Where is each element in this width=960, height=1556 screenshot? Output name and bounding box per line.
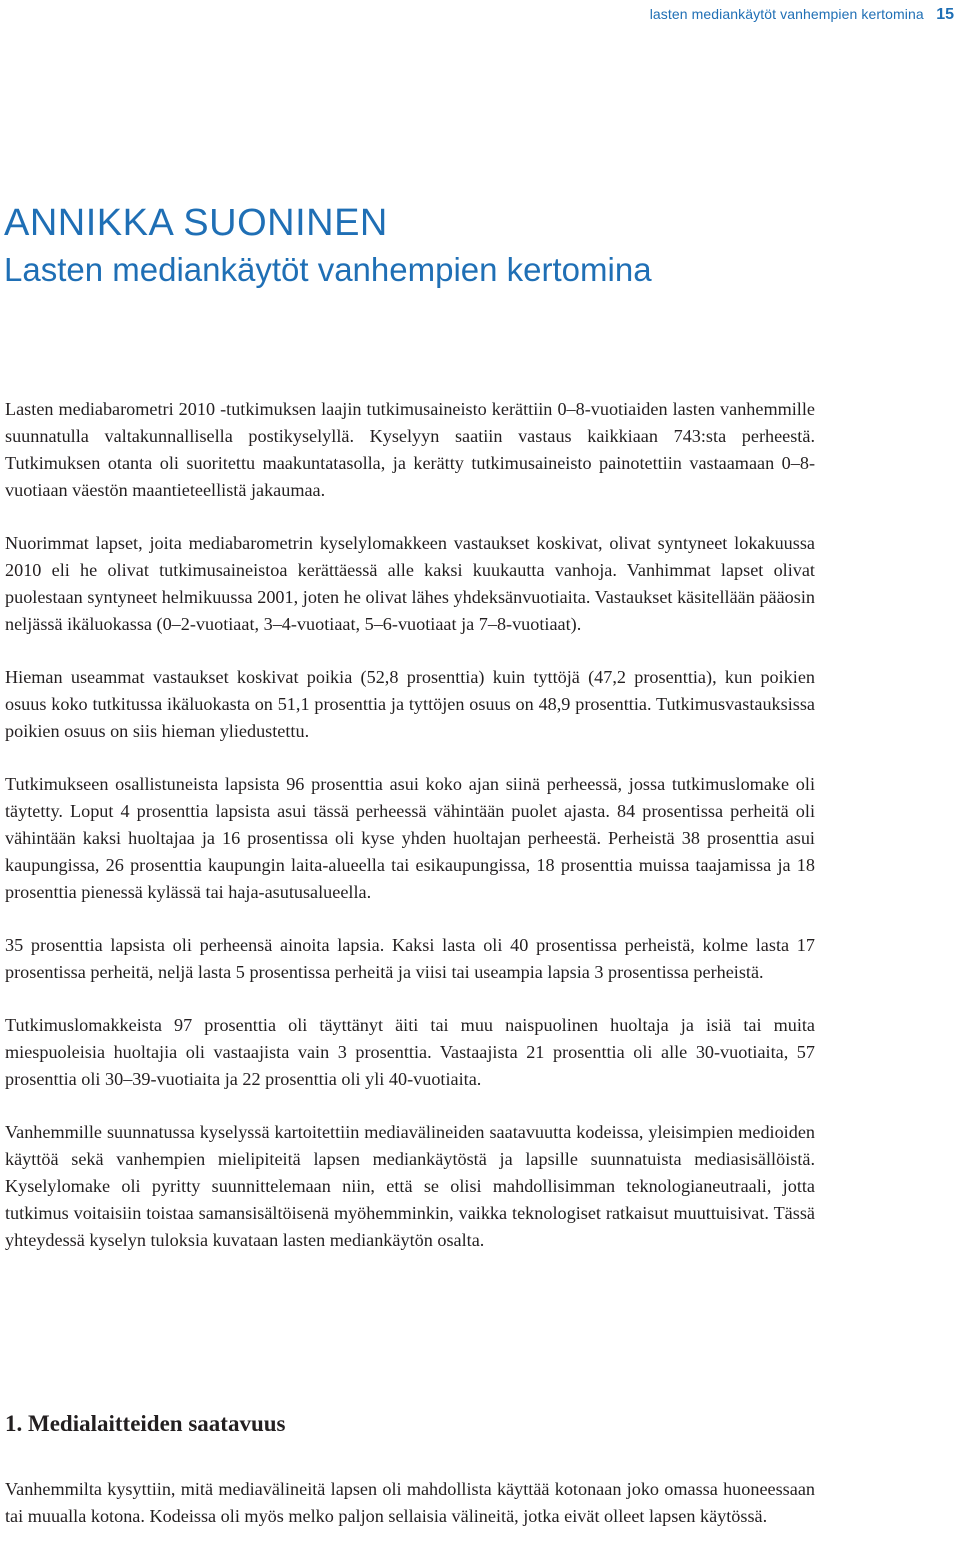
paragraph: 35 prosenttia lapsista oli perheensä ainoita lapsia. Kaksi lasta oli 40 prosentissa perheistä, kolme lasta 17 prosentissa perheitä, neljä lasta 5 prosentissa perheitä ja viisi tai useampia lapsia 3 prosentissa perheistä.: [5, 935, 815, 982]
paragraph: Tutkimuslomakkeista 97 prosenttia oli täyttänyt äiti tai muu naispuolinen huoltaja ja isiä tai muita miespuoleisia huoltajia oli vastaajista vain 3 prosenttia. Vastaajista 21 prosenttia oli alle 30-vuotiaita, 57 prosenttia oli 30–39-vuotiaita ja 22 prosenttia oli yli 40-vuotiaita.: [5, 1015, 815, 1089]
article-title: Lasten mediankäytöt vanhempien kertomina: [4, 251, 652, 288]
section-body: [5, 1476, 815, 1530]
paragraph: Vanhemmille suunnatussa kyselyssä kartoitettiin mediavälineiden saatavuutta kodeissa, yleisimpien medioiden käyttöä sekä vanhempien mielipiteitä lapsen mediankäytöstä ja lapsille suunnatuista mediasisällöistä. Kyselylomake oli pyritty suunnittelemaan niin, että se olisi mahdollisimman teknologianeutraali, jotta tutkimus voitaisiin toistaa samansisältöisenä myöhemminkin, vaikka teknologiset ratkaisut muuttuisivat. Tässä yhteydessä kyselyn tuloksia kuvataan lasten mediankäytön osalta.: [5, 1122, 815, 1250]
paragraph: Vanhemmilta kysyttiin, mitä mediavälineitä lapsen oli mahdollista käyttää kotonaan joko omassa huoneessaan tai muualla kotona. Kodeissa oli myös melko paljon sellaisia välineitä, jotka eivät olleet lapsen käytössä.: [5, 1479, 815, 1526]
paragraph: Tutkimukseen osallistuneista lapsista 96 prosenttia asui koko ajan siinä perheessä, jossa tutkimuslomake oli täytetty. Loput 4 prosenttia lapsista asui tässä perheessä vähintään puolet ajasta. 84 prosentissa perheitä oli vähintään kaksi huoltajaa ja 16 prosentissa oli kyse yhden huoltajan perheestä. Perheistä 38 prosenttia asui kaupungissa, 26 prosenttia kaupungin laita-alueella tai esikaupungissa, 18 prosenttia muissa taajamissa ja 18 prosenttia pienessä kylässä tai haja-asutusalueella.: [5, 774, 815, 902]
article-body: [5, 396, 815, 1280]
page-number: 15: [936, 6, 954, 23]
paragraph: Nuorimmat lapset, joita mediabarometrin kyselylomakkeen vastaukset koskivat, olivat syntyneet lokakuussa 2010 eli he olivat tutkimusaineistoa kerättäessä alle kaksi kuukautta vanhoja. Vanhimmat lapset olivat puolestaan syntyneet helmikuussa 2001, joten he olivat lähes yhdeksänvuotiaita. Vastaukset käsitellään pääosin neljässä ikäluokassa (0–2-vuotiaat, 3–4-vuotiaat, 5–6-vuotiaat ja 7–8-vuotiaat).: [5, 533, 815, 634]
article-author: ANNIKKA SUONINEN: [4, 202, 388, 244]
paragraph: Lasten mediabarometri 2010 -tutkimuksen laajin tutkimusaineisto kerättiin 0–8-vuotiaiden lasten vanhemmille suunnatulla valtakunnallisella postikyselyllä. Kyselyyn saatiin vastaus kaikkiaan 743:sta perheestä. Tutkimuksen otanta oli suoritettu maakuntatasolla, ja kerätty tutkimusaineisto painotettiin vastaamaan 0–8-vuotiaan väestön maantieteellistä jakaumaa.: [5, 399, 815, 500]
section-heading: 1. Medialaitteiden saatavuus: [5, 1411, 286, 1436]
running-header-title: lasten mediankäytöt vanhempien kertomina: [649, 6, 924, 22]
running-header: [650, 6, 954, 24]
paragraph: Hieman useammat vastaukset koskivat poikia (52,8 prosenttia) kuin tyttöjä (47,2 prosenttia), kun poikien osuus koko tutkitussa ikäluokasta on 51,1 prosenttia ja tyttöjen osuus on 48,9 prosenttia. Tutkimusvastauksissa poikien osuus on siis hieman yliedustettu.: [5, 667, 815, 741]
